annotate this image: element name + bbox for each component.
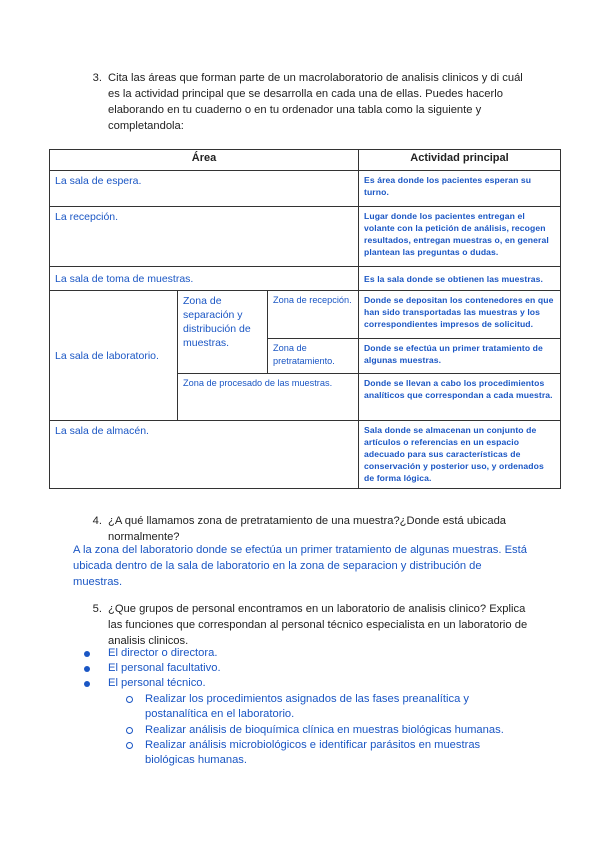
activity-cell: Lugar donde los pacientes entregan el volante con la petición de análisis, recogen resultados, entregan muestras o, en general plantean las preguntas o dudas. [359,207,561,267]
area-cell: La sala de laboratorio. [50,291,178,421]
sub-bullet-item [145,738,545,768]
bullet-item [108,676,206,691]
zone-cell: Zona de procesado de las muestras. [178,374,359,421]
activity-cell: Donde se llevan a cabo los procedimientos analíticos que correspondan a cada muestra. [359,374,561,421]
table-row [50,421,561,489]
subzone-cell: Zona de recepción. [268,291,359,339]
areas-table [49,149,561,489]
area-cell: La sala de almacén. [50,421,359,489]
bullet-text: El director o directora. [108,647,218,659]
subzone-cell: Zona de pretratamiento. [268,339,359,374]
zone-cell: Zona de separación y distribución de muestras. [178,291,268,374]
circle-bullet-icon [126,696,133,703]
bullet-text: El personal facultativo. [108,662,221,674]
area-cell: La sala de espera. [50,171,359,207]
bullet-dot-icon [84,651,90,657]
question-5-line: analisis clinicos. [108,635,189,647]
activity-cell: Sala donde se almacenan un conjunto de artículos o referencias en un espacio adecuado para sus características de conservación y posterior uso, y ordenados de forma lógica. [359,421,561,489]
sub-bullet-text: postanalítica en el laboratorio. [145,708,295,720]
bullet-item [108,661,221,676]
bullet-dot-icon [84,666,90,672]
sub-bullet-text: biológicas humanas. [145,754,247,766]
bullet-text: El personal técnico. [108,677,206,689]
header-area: Área [50,150,359,171]
answer-4-line: A la zona del laboratorio donde se efectúa un primer tratamiento de algunas muestras. Está [73,544,527,556]
question-3-line: elaborando en tu cuaderno o en tu ordenador una tabla como la siguiente y [108,104,482,116]
circle-bullet-icon [126,727,133,734]
table-row [50,171,561,207]
sub-bullet-text: Realizar análisis microbiológicos e identificar parásitos en muestras [145,739,481,751]
activity-cell: Es la sala donde se obtienen las muestras. [359,267,561,291]
header-activity: Actividad principal [359,150,561,171]
answer-4 [73,542,573,590]
question-4-line: normalmente? [108,531,180,543]
answer-4-line: muestras. [73,576,123,588]
sub-bullet-item [145,692,545,722]
question-4-line: ¿A qué llamamos zona de pretratamiento de una muestra?¿Donde está ubicada [108,515,507,527]
question-3-line: Cita las áreas que forman parte de un macrolaboratorio de analisis clinicos y di cuál [108,72,523,84]
bullet-item [108,646,217,661]
answer-4-line: ubicada dentro de la sala de laboratorio en la zona de separacion y distribución de [73,560,482,572]
area-cell: La sala de toma de muestras. [50,267,359,291]
activity-cell: Donde se depositan los contenedores en que han sido transportadas las muestras y los correspondientes impresos de solicitud. [359,291,561,339]
sub-bullet-text: Realizar los procedimientos asignados de las fases preanalítica y [145,693,469,705]
activity-cell: Es área donde los pacientes esperan su turno. [359,171,561,207]
activity-cell: Donde se efectúa un primer tratamiento de algunas muestras. [359,339,561,374]
table-row [50,267,561,291]
question-5-line: ¿Que grupos de personal encontramos en un laboratorio de analisis clinico? Explica [108,603,526,615]
table-row [50,291,561,339]
question-3-line: completandola: [108,120,184,132]
question-3-number: 3. [92,72,102,84]
question-4-number: 4. [92,515,102,527]
bullet-dot-icon [84,681,90,687]
sub-bullet-item [145,723,565,738]
question-5-number: 5. [92,603,102,615]
sub-bullet-text: Realizar análisis de bioquímica clínica en muestras biológicas humanas. [145,724,504,736]
question-3-line: es la actividad principal que se desarrolla en cada una de ellas. Puedes hacerlo [108,88,503,100]
circle-bullet-icon [126,742,133,749]
table-row [50,207,561,267]
question-5-line: las funciones que correspondan al personal técnico especialista en un laboratorio de [108,619,528,631]
area-cell: La recepción. [50,207,359,267]
